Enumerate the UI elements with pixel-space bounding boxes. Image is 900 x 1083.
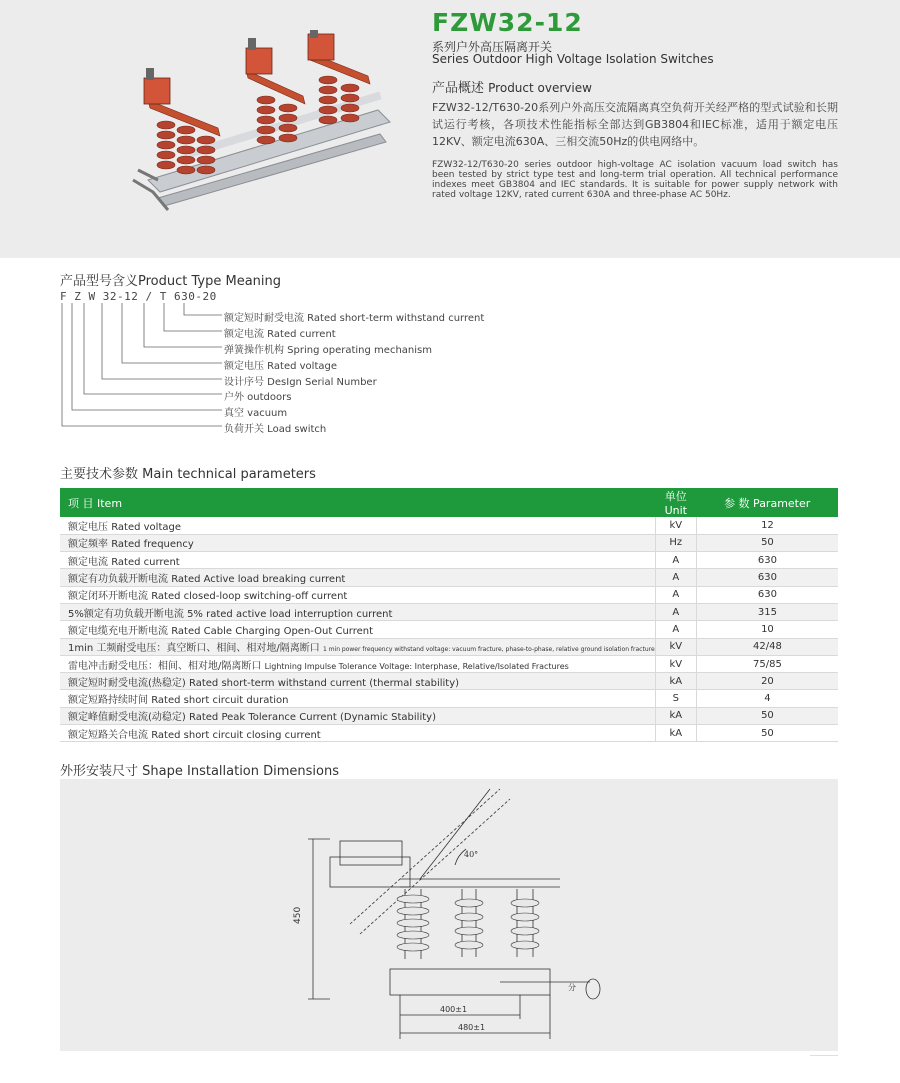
params-title: [60, 463, 316, 482]
param-row: [60, 638, 838, 655]
param-unit: kA: [655, 707, 696, 724]
param-value: 315: [696, 603, 838, 620]
param-item: [60, 690, 655, 707]
hero-banner: [0, 0, 900, 258]
overview-title: [432, 77, 592, 96]
param-item: [60, 569, 655, 586]
series-subtitle-en: Series Outdoor High Voltage Isolation Switches: [432, 52, 714, 66]
overview-title-en: Product overview: [488, 81, 592, 95]
param-unit: A: [655, 552, 696, 569]
param-row: [60, 725, 838, 742]
param-unit: Hz: [655, 534, 696, 551]
param-row: [60, 690, 838, 707]
param-item-en: Rated Peak Tolerance Current (Dynamic Stability): [189, 712, 436, 724]
param-value: 10: [696, 621, 838, 638]
param-unit: kA: [655, 673, 696, 690]
type-meaning-title: [60, 270, 281, 289]
param-item-cn: 额定电压: [68, 521, 108, 533]
param-item: [60, 638, 655, 655]
param-unit: A: [655, 603, 696, 620]
type-meaning-title-cn: 产品型号含义: [60, 274, 139, 289]
product-model: FZW32-12: [432, 8, 583, 37]
param-item-en: Rated short circuit closing current: [151, 729, 321, 741]
param-item-cn: 额定短时耐受电流(热稳定): [68, 677, 186, 689]
dim-side-label: 分: [568, 983, 576, 992]
param-value: 20: [696, 673, 838, 690]
param-unit: A: [655, 621, 696, 638]
param-value: 50: [696, 725, 838, 742]
param-item-en: Rated voltage: [111, 521, 182, 533]
param-item-cn: 1min 工频耐受电压：真空断口、相间、相对地/隔离断口: [68, 643, 320, 655]
param-row: [60, 621, 838, 638]
param-item-cn: 额定峰值耐受电流(动稳定): [68, 712, 186, 724]
param-item-en: Rated Active load breaking current: [171, 574, 346, 586]
param-item-cn: 额定电缆充电开断电流: [68, 625, 168, 637]
type-meaning-lines: [60, 290, 230, 440]
dim-width1-label: 400±1: [440, 1005, 468, 1014]
param-item: [60, 517, 655, 534]
param-value: 75/85: [696, 655, 838, 672]
col-header-item: 项 目 Item: [60, 488, 655, 517]
param-item-cn: 雷电冲击耐受电压：相间、相对地/隔离断口: [68, 660, 262, 672]
param-item-en: Rated short circuit duration: [151, 695, 289, 707]
meaning-line-3: 弹簧操作机构 Spring operating mechanism: [224, 345, 432, 356]
param-item-en: Rated frequency: [111, 539, 194, 551]
dimensions-title: [60, 760, 339, 779]
param-value: 4: [696, 690, 838, 707]
dimension-drawing-panel: [60, 779, 838, 1051]
param-row: [60, 673, 838, 690]
param-item-cn: 5%额定有功负载开断电流: [68, 608, 184, 620]
param-value: 12: [696, 517, 838, 534]
series-subtitle-cn: 系列户外高压隔离开关: [432, 40, 553, 54]
param-row: [60, 517, 838, 534]
param-value: 630: [696, 552, 838, 569]
param-row: [60, 569, 838, 586]
param-item: [60, 586, 655, 603]
param-item: [60, 603, 655, 620]
param-item-en: Rated Cable Charging Open-Out Current: [171, 625, 374, 637]
corner-mark: [810, 1055, 838, 1056]
param-row: [60, 552, 838, 569]
meaning-line-8: 负荷开关 Load switch: [224, 424, 327, 435]
param-unit: A: [655, 586, 696, 603]
param-unit: kA: [655, 725, 696, 742]
param-unit: kV: [655, 655, 696, 672]
meaning-line-7: 真空 vacuum: [224, 408, 288, 419]
param-item-en: 1 min power frequency withstand voltage: vacuum fracture, phase-to-phase, relative ground isolation fracture: [322, 646, 655, 654]
product-photo: [128, 30, 398, 220]
param-row: [60, 586, 838, 603]
param-unit: A: [655, 569, 696, 586]
meaning-line-5: 设计序号 DesIgn Serial Number: [224, 377, 377, 388]
param-value: 50: [696, 707, 838, 724]
col-header-unit: 单位 Unit: [655, 488, 696, 517]
param-value: 50: [696, 534, 838, 551]
param-row: [60, 534, 838, 551]
param-value: 42/48: [696, 638, 838, 655]
params-title-cn: 主要技术参数: [60, 467, 139, 482]
type-meaning-title-en: Product Type Meaning: [138, 274, 282, 289]
param-value: 630: [696, 569, 838, 586]
param-item: [60, 655, 655, 672]
param-item-cn: 额定电流: [68, 556, 108, 568]
overview-text-en: FZW32-12/T630-20 series outdoor high-voltage AC isolation vacuum load switch has been tested by strict type test and long-term trial operation. All technical performance indexes meet GB3804 and IEC standards. It is suitable for power supply network with rated voltage 12KV, rated current 630A and three-phase AC 50Hz.: [432, 160, 838, 200]
dim-angle-label: 40°: [464, 850, 479, 859]
params-header-row: [60, 488, 838, 517]
param-item: [60, 725, 655, 742]
param-item: [60, 621, 655, 638]
param-item-en: Rated short-term withstand current (thermal stability): [189, 677, 460, 689]
col-header-param: 参 数 Parameter: [696, 488, 838, 517]
param-item-cn: 额定闭环开断电流: [68, 591, 148, 603]
param-item-en: 5% rated active load interruption current: [187, 608, 393, 620]
dim-height-label: 450: [293, 906, 303, 924]
param-item-cn: 额定有功负载开断电流: [68, 574, 168, 586]
type-meaning-diagram: [60, 290, 540, 440]
overview-title-cn: 产品概述: [432, 81, 485, 96]
param-unit: kV: [655, 517, 696, 534]
param-row: [60, 655, 838, 672]
param-value: 630: [696, 586, 838, 603]
param-item-en: Lightning Impulse Tolerance Voltage: Interphase, Relative/Isolated Fractures: [264, 661, 569, 671]
param-item: [60, 552, 655, 569]
meaning-line-6: 户外 outdoors: [224, 392, 292, 403]
dimensions-title-en: Shape Installation Dimensions: [142, 764, 340, 779]
param-item-en: Rated current: [111, 556, 180, 568]
dimensions-title-cn: 外形安装尺寸: [60, 764, 139, 779]
params-table: [60, 488, 838, 742]
param-row: [60, 603, 838, 620]
type-code: F Z W 32-12 / T 630-20: [60, 290, 217, 303]
overview-text-cn: FZW32-12/T630-20系列户外高压交流隔离真空负荷开关经严格的型式试验和长期试运行考核，各项技术性能指标全部达到GB3804和IEC标准，适用于额定电压12KV、额定电流630A、三相交流50Hz的供电网络中。: [432, 101, 838, 148]
dimension-drawing: [60, 779, 838, 1051]
param-item-en: Rated closed-loop switching-off current: [151, 591, 348, 603]
param-unit: kV: [655, 638, 696, 655]
params-title-en: Main technical parameters: [142, 467, 316, 482]
dim-width2-label: 480±1: [458, 1023, 486, 1032]
param-item-cn: 额定短路关合电流: [68, 729, 148, 741]
param-item: [60, 707, 655, 724]
param-item: [60, 673, 655, 690]
param-item-cn: 额定短路持续时间: [68, 695, 148, 707]
meaning-line-2: 额定电流 Rated current: [224, 329, 336, 340]
param-unit: S: [655, 690, 696, 707]
meaning-line-1: 额定短时耐受电流 Rated short-term withstand current: [224, 313, 485, 324]
param-row: [60, 707, 838, 724]
meaning-line-4: 额定电压 Rated voltage: [224, 361, 337, 372]
param-item: [60, 534, 655, 551]
param-item-cn: 额定频率: [68, 539, 108, 551]
